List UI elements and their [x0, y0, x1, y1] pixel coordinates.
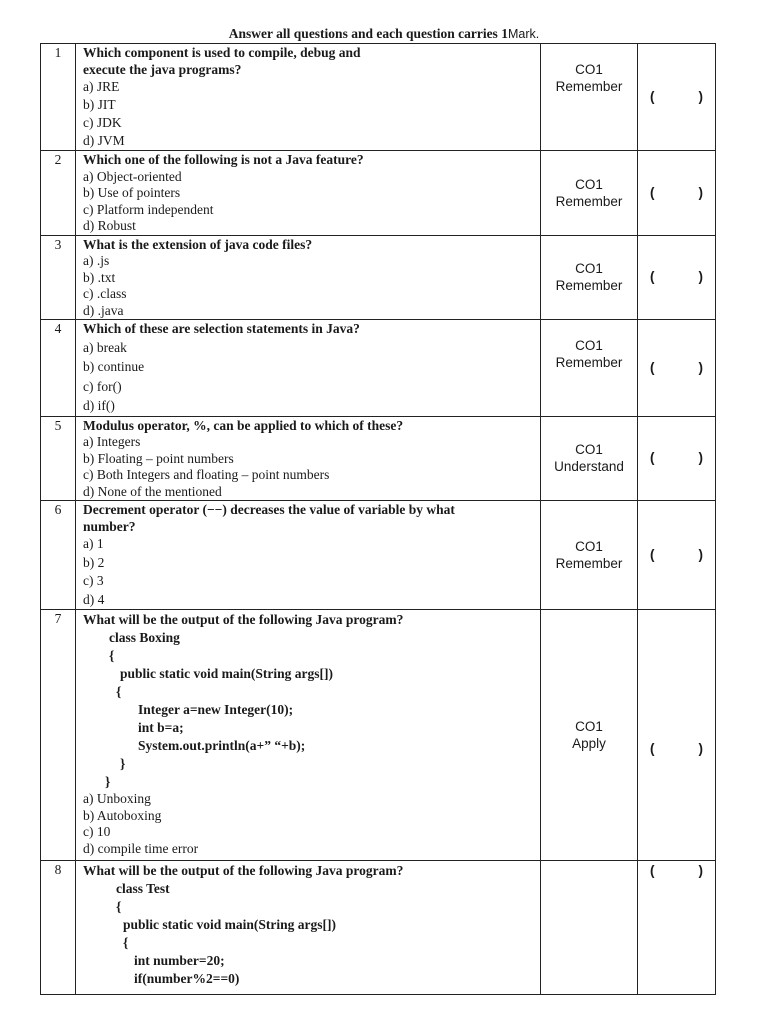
- question-row: [41, 416, 716, 501]
- question-text: Which component is used to compile, debug and: [83, 45, 361, 60]
- code-line: {: [109, 648, 115, 663]
- question-row: [41, 610, 716, 861]
- answer-close-bracket: ): [698, 88, 703, 104]
- co-code: CO1: [575, 176, 603, 192]
- question-cell: [76, 416, 541, 501]
- course-outcome: [541, 320, 638, 417]
- option-a: a) JRE: [83, 79, 120, 94]
- option-d: d) Robust: [83, 218, 136, 233]
- option-a: a) break: [83, 339, 127, 355]
- question-text: Decrement operator (−−) decreases the value of variable by what: [83, 502, 455, 517]
- code-line: {: [116, 684, 122, 699]
- answer-close-bracket: ): [698, 184, 703, 200]
- question-cell: [76, 44, 541, 151]
- code-block: [83, 629, 540, 791]
- course-outcome: [541, 44, 638, 151]
- option-c: c) JDK: [83, 115, 122, 130]
- option-c: c) for(): [83, 378, 122, 394]
- co-code: CO1: [575, 62, 603, 77]
- option-b: b) JIT: [83, 97, 116, 112]
- course-outcome: [541, 416, 638, 501]
- question-number: 8: [41, 861, 76, 995]
- question-text: What will be the output of the following Java program?: [83, 863, 404, 878]
- answer-box[interactable]: [638, 235, 716, 320]
- question-number: 6: [41, 501, 76, 610]
- answer-box[interactable]: [638, 151, 716, 236]
- course-outcome: [541, 235, 638, 320]
- question-row: [41, 861, 716, 995]
- exam-instruction: [0, 26, 768, 42]
- option-b: b) Use of pointers: [83, 185, 181, 200]
- bloom-level: Apply: [572, 736, 606, 751]
- option-b: b) .txt: [83, 269, 116, 285]
- question-text: Which of these are selection statements in Java?: [83, 321, 360, 336]
- question-number: 5: [41, 416, 76, 501]
- course-outcome: [541, 610, 638, 861]
- question-number: 3: [41, 235, 76, 320]
- answer-open-bracket: (: [650, 863, 655, 878]
- co-code: CO1: [575, 442, 603, 458]
- question-number: 2: [41, 151, 76, 236]
- question-text: execute the java programs?: [83, 61, 242, 77]
- option-d: d) 4: [83, 591, 105, 607]
- answer-box[interactable]: [638, 320, 716, 417]
- option-d: d) None of the mentioned: [83, 483, 222, 499]
- answer-close-bracket: ): [698, 359, 703, 375]
- bloom-level: Remember: [555, 278, 623, 294]
- question-row: [41, 320, 716, 417]
- option-c: c) 10: [83, 824, 111, 839]
- option-c: c) .class: [83, 286, 127, 301]
- option-a: a) 1: [83, 536, 104, 551]
- question-cell: [76, 610, 541, 861]
- option-a: a) Object-oriented: [83, 168, 182, 184]
- answer-close-bracket: ): [698, 450, 703, 465]
- code-line: public static void main(String args[]): [123, 917, 337, 932]
- co-code: CO1: [575, 539, 603, 554]
- code-line: class Boxing: [109, 630, 180, 645]
- question-row: [41, 44, 716, 151]
- code-line: }: [105, 774, 111, 789]
- code-line: int b=a;: [138, 720, 184, 735]
- answer-box[interactable]: [638, 861, 716, 995]
- bloom-level: Remember: [555, 355, 623, 370]
- question-cell: [76, 151, 541, 236]
- answer-box[interactable]: [638, 416, 716, 501]
- answer-box[interactable]: [638, 501, 716, 610]
- answer-open-bracket: (: [650, 269, 655, 284]
- code-block: [83, 880, 540, 988]
- question-cell: [76, 861, 541, 995]
- bloom-level: Understand: [554, 459, 624, 475]
- question-text: What is the extension of java code files?: [83, 236, 313, 252]
- question-number: 7: [41, 610, 76, 861]
- question-cell: [76, 320, 541, 417]
- answer-open-bracket: (: [650, 184, 655, 200]
- question-text: Which one of the following is not a Java feature?: [83, 152, 364, 167]
- course-outcome: [541, 151, 638, 236]
- option-d: d) .java: [83, 302, 124, 318]
- answer-close-bracket: ): [698, 269, 703, 284]
- option-c: c) Platform independent: [83, 201, 214, 217]
- instruction-text: Answer all questions and each question carries 1: [228, 26, 508, 41]
- option-c: c) Both Integers and floating – point numbers: [83, 467, 330, 482]
- code-line: int number=20;: [134, 953, 225, 968]
- question-text: number?: [83, 518, 136, 534]
- course-outcome: [541, 501, 638, 610]
- instruction-mark: Mark.: [507, 27, 540, 41]
- code-line: {: [123, 935, 129, 950]
- code-line: class Test: [116, 881, 170, 896]
- question-number: 4: [41, 320, 76, 417]
- option-a: a) .js: [83, 253, 110, 268]
- answer-open-bracket: (: [650, 450, 655, 465]
- option-c: c) 3: [83, 573, 104, 588]
- answer-close-bracket: ): [698, 546, 703, 562]
- bloom-level: Remember: [555, 193, 623, 209]
- answer-close-bracket: ): [698, 740, 703, 756]
- option-d: d) JVM: [83, 133, 125, 148]
- option-a: a) Unboxing: [83, 791, 151, 806]
- question-text: Modulus operator, %, can be applied to which of these?: [83, 417, 404, 433]
- course-outcome: [541, 861, 638, 995]
- option-b: b) 2: [83, 554, 105, 570]
- code-line: public static void main(String args[]): [120, 666, 334, 681]
- question-row: [41, 151, 716, 236]
- co-code: CO1: [575, 338, 603, 353]
- question-text: What will be the output of the following Java program?: [83, 612, 404, 627]
- question-cell: [76, 501, 541, 610]
- question-table: [40, 43, 716, 995]
- option-b: b) continue: [83, 359, 145, 374]
- code-line: if(number%2==0): [134, 971, 240, 986]
- bloom-level: Remember: [555, 79, 623, 94]
- answer-close-bracket: ): [698, 863, 703, 878]
- answer-box[interactable]: [638, 610, 716, 861]
- answer-open-bracket: (: [650, 740, 655, 756]
- answer-open-bracket: (: [650, 88, 655, 104]
- answer-open-bracket: (: [650, 359, 655, 375]
- question-number: 1: [41, 44, 76, 151]
- code-line: Integer a=new Integer(10);: [138, 702, 294, 717]
- question-row: [41, 501, 716, 610]
- co-code: CO1: [575, 261, 603, 277]
- option-a: a) Integers: [83, 434, 141, 449]
- answer-box[interactable]: [638, 44, 716, 151]
- co-code: CO1: [575, 719, 603, 734]
- option-d: d) compile time error: [83, 840, 199, 856]
- option-b: b) Autoboxing: [83, 807, 162, 823]
- question-row: [41, 235, 716, 320]
- option-b: b) Floating – point numbers: [83, 450, 234, 466]
- code-line: }: [120, 756, 126, 771]
- question-cell: [76, 235, 541, 320]
- code-line: System.out.println(a+” “+b);: [138, 738, 306, 753]
- answer-open-bracket: (: [650, 546, 655, 562]
- option-d: d) if(): [83, 398, 115, 413]
- bloom-level: Remember: [555, 556, 623, 571]
- code-line: {: [116, 899, 122, 914]
